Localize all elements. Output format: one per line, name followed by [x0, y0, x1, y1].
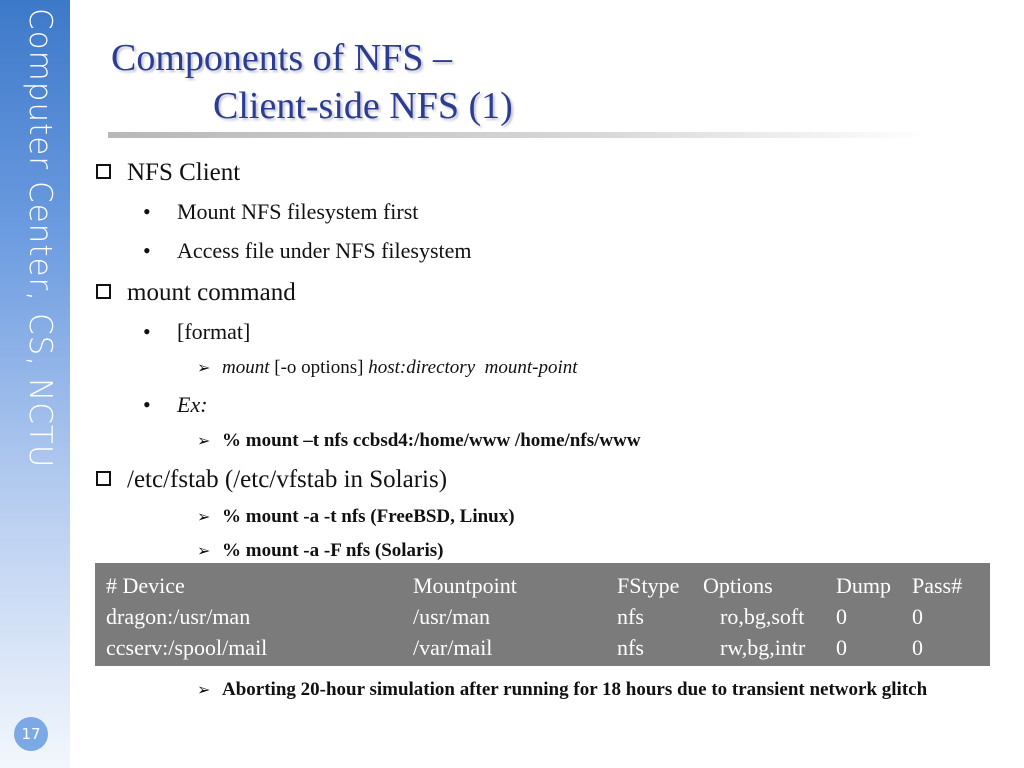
table-header-cell: Pass# [912, 573, 963, 598]
bullet-dot-icon: • [143, 392, 151, 417]
arrow-bullet-icon: ➢ [197, 541, 211, 560]
heading-fstab: /etc/fstab (/etc/vfstab in Solaris) [96, 465, 447, 495]
fstab-table [95, 563, 990, 666]
table-header-cell: Options [703, 573, 773, 598]
table-header-row [95, 570, 990, 601]
bullet-dot-icon: • [143, 238, 151, 263]
list-item: • Mount NFS filesystem first [143, 199, 419, 224]
table-cell: nfs [617, 635, 644, 660]
arrow-bullet-icon: ➢ [197, 431, 211, 450]
sidebar-label: Computer Center, CS, NCTU [22, 8, 58, 469]
table-cell: 0 [912, 604, 923, 629]
arrow-bullet-icon: ➢ [197, 680, 211, 699]
table-cell: /usr/man [413, 604, 490, 629]
checkbox-icon [96, 284, 111, 299]
fstab-command-bsd: ➢ % mount -a -t nfs (FreeBSD, Linux) [197, 506, 515, 527]
fstab-command-solaris: ➢ % mount -a -F nfs (Solaris) [197, 540, 444, 561]
title-line-1: Components of NFS – [111, 37, 452, 79]
table-cell: rw,bg,intr [720, 635, 806, 660]
list-item: • Ex: [143, 392, 208, 417]
table-cell: 0 [912, 635, 923, 660]
table-header-cell: # Device [106, 573, 185, 598]
list-item: • Access file under NFS filesystem [143, 238, 472, 263]
checkbox-icon [96, 471, 111, 486]
table-cell: 0 [836, 604, 847, 629]
page-number: 17 [14, 717, 48, 751]
table-header-cell: Mountpoint [413, 573, 517, 598]
table-row [95, 632, 990, 663]
title-divider [108, 132, 928, 138]
heading-nfs-client: NFS Client [96, 158, 240, 188]
table-header-cell: Dump [836, 573, 891, 598]
table-cell: 0 [836, 635, 847, 660]
table-cell: dragon:/usr/man [106, 604, 251, 629]
list-item: • [format] [143, 319, 251, 344]
sidebar [0, 0, 70, 768]
arrow-bullet-icon: ➢ [197, 507, 211, 526]
bullet-dot-icon: • [143, 199, 151, 224]
format-syntax: ➢ mount [-o options] host:directory mount-point [197, 357, 578, 378]
table-header-cell: FStype [617, 573, 680, 598]
checkbox-icon [96, 164, 111, 179]
table-cell: ccserv:/spool/mail [106, 635, 268, 660]
table-cell: ro,bg,soft [720, 604, 805, 629]
bullet-dot-icon: • [143, 319, 151, 344]
title-line-2: Client-side NFS (1) [213, 85, 513, 127]
table-cell: nfs [617, 604, 644, 629]
table-row [95, 601, 990, 632]
heading-mount-command: mount command [96, 278, 296, 308]
table-cell: /var/mail [413, 635, 493, 660]
example-command: ➢ % mount –t nfs ccbsd4:/home/www /home/nfs/www [197, 430, 641, 451]
arrow-bullet-icon: ➢ [197, 358, 211, 377]
slide-title [111, 34, 811, 130]
fstab-note: ➢ Aborting 20-hour simulation after running for 18 hours due to transient network glitch [197, 676, 957, 703]
